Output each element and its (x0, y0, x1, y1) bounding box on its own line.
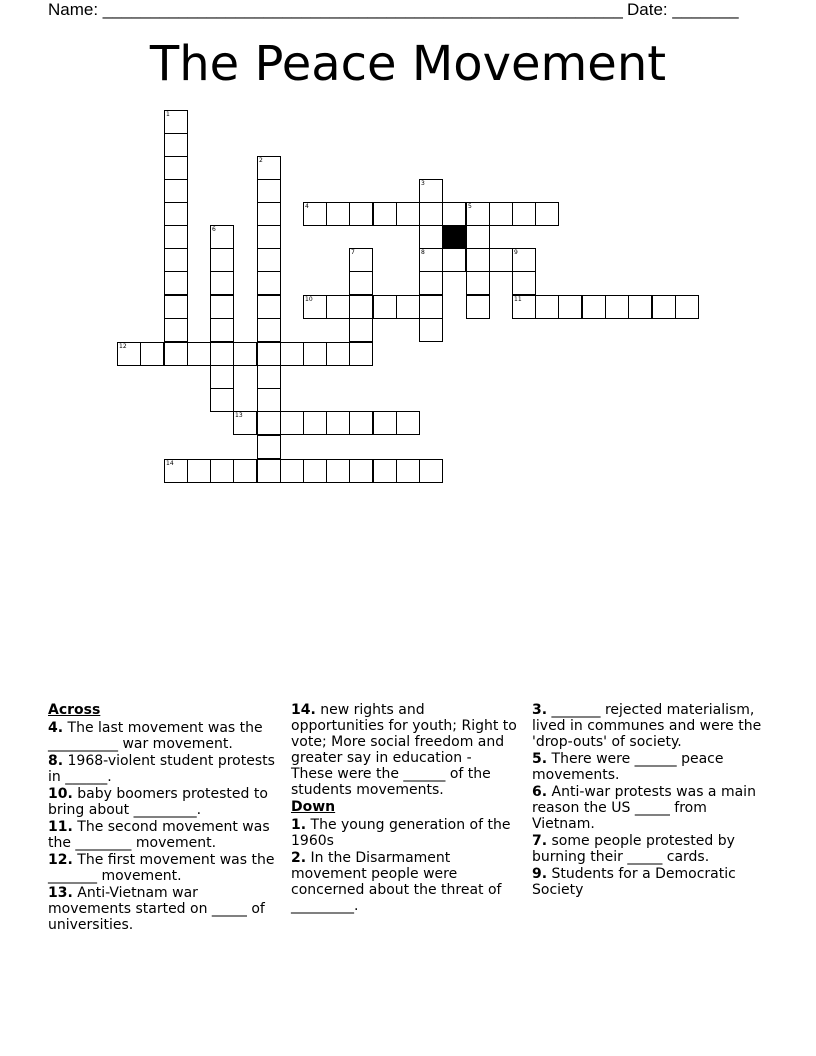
grid-cell[interactable] (419, 225, 443, 249)
cell-number: 12 (119, 343, 127, 350)
grid-cell[interactable] (187, 342, 211, 366)
clue-text: baby boomers protested to bring about _________. (48, 786, 268, 818)
clue-number: 3. (532, 702, 548, 718)
cell-number: 4 (305, 203, 309, 210)
grid-cell[interactable] (164, 202, 188, 226)
down-heading: Down (291, 799, 336, 815)
clue-number: 6. (532, 784, 548, 800)
clue-number: 14. (291, 702, 316, 718)
clue-number: 1. (291, 817, 307, 833)
cell-number: 3 (421, 180, 425, 187)
down-clue-7 (532, 833, 772, 865)
clue-text: The last movement was the __________ war movement. (48, 720, 263, 752)
clue-number: 10. (48, 786, 73, 802)
grid-cell[interactable] (419, 202, 443, 226)
down-clue-1 (291, 817, 517, 849)
down-clue-2 (291, 850, 517, 914)
grid-cell[interactable] (349, 459, 373, 483)
grid-cell[interactable] (280, 411, 304, 435)
grid-cell[interactable] (326, 342, 350, 366)
clue-text: Anti-war protests was a main reason the US _____ from Vietnam. (532, 784, 756, 832)
grid-cell[interactable] (210, 459, 234, 483)
grid-cell[interactable] (210, 318, 234, 342)
grid-cell[interactable] (257, 179, 281, 203)
grid-cell[interactable] (419, 459, 443, 483)
clues-column-1 (48, 702, 283, 934)
grid-cell[interactable] (349, 318, 373, 342)
grid-cell[interactable] (210, 271, 234, 295)
cell-number: 6 (212, 226, 216, 233)
grid-cell[interactable] (280, 342, 304, 366)
clue-text: There were ______ peace movements. (532, 751, 724, 783)
name-field[interactable]: Name: _______________________________________________________ (48, 0, 623, 19)
grid-cell[interactable] (257, 435, 281, 459)
grid-cell[interactable] (303, 342, 327, 366)
across-clue-14 (291, 702, 517, 798)
grid-cell[interactable] (303, 411, 327, 435)
grid-cell[interactable] (349, 202, 373, 226)
grid-cell[interactable] (466, 271, 490, 295)
grid-cell[interactable] (326, 295, 350, 319)
cell-number: 11 (514, 296, 522, 303)
grid-cell[interactable] (257, 411, 281, 435)
grid-cell[interactable] (442, 248, 466, 272)
grid-cell[interactable] (605, 295, 629, 319)
grid-cell[interactable] (419, 318, 443, 342)
grid-cell[interactable] (419, 295, 443, 319)
grid-cell[interactable] (349, 411, 373, 435)
grid-cell[interactable] (164, 295, 188, 319)
across-heading: Across (48, 702, 101, 718)
grid-cell[interactable] (164, 318, 188, 342)
grid-cell[interactable] (396, 459, 420, 483)
grid-cell[interactable] (535, 295, 559, 319)
across-clue-8 (48, 753, 283, 785)
cell-number: 1 (166, 111, 170, 118)
black-cell (442, 225, 466, 249)
grid-cell[interactable] (442, 202, 466, 226)
grid-cell[interactable] (210, 295, 234, 319)
grid-cell[interactable] (164, 179, 188, 203)
page-title: The Peace Movement (149, 36, 667, 92)
clue-text: In the Disarmament movement people were concerned about the threat of _________. (291, 850, 502, 914)
grid-cell[interactable] (373, 295, 397, 319)
grid-cell[interactable] (257, 342, 281, 366)
grid-cell[interactable] (373, 411, 397, 435)
grid-cell[interactable] (512, 271, 536, 295)
grid-cell[interactable] (326, 411, 350, 435)
cell-number: 9 (514, 249, 518, 256)
clue-number: 12. (48, 852, 73, 868)
cell-number: 5 (468, 203, 472, 210)
clue-number: 9. (532, 866, 548, 882)
grid-cell[interactable] (257, 248, 281, 272)
grid-cell[interactable] (280, 459, 304, 483)
clue-text: The second movement was the ________ movement. (48, 819, 270, 851)
grid-cell[interactable] (512, 202, 536, 226)
grid-cell[interactable] (257, 459, 281, 483)
grid-cell[interactable] (582, 295, 606, 319)
grid-cell[interactable] (257, 295, 281, 319)
grid-cell[interactable] (628, 295, 652, 319)
grid-cell[interactable] (164, 271, 188, 295)
across-clue-10 (48, 786, 283, 818)
grid-cell[interactable] (373, 459, 397, 483)
clue-text: some people protested by burning their _____ cards. (532, 833, 735, 865)
grid-cell[interactable] (210, 342, 234, 366)
cell-number: 7 (351, 249, 355, 256)
clue-text: The young generation of the 1960s (291, 817, 511, 849)
date-field[interactable]: Date: _______ (627, 0, 739, 19)
grid-cell[interactable] (257, 388, 281, 412)
clue-number: 11. (48, 819, 73, 835)
clue-text: Students for a Democratic Society (532, 866, 736, 898)
grid-cell[interactable] (187, 459, 211, 483)
across-clue-4 (48, 720, 283, 752)
grid-cell[interactable] (489, 248, 513, 272)
cell-number: 13 (235, 412, 243, 419)
clue-text: 1968-violent student protests in ______. (48, 753, 275, 785)
down-clue-5 (532, 751, 772, 783)
cell-number: 8 (421, 249, 425, 256)
grid-cell[interactable] (210, 365, 234, 389)
grid-cell[interactable] (466, 248, 490, 272)
grid-cell[interactable] (558, 295, 582, 319)
grid-cell[interactable] (233, 342, 257, 366)
grid-cell[interactable] (164, 342, 188, 366)
down-clue-3 (532, 702, 772, 750)
across-clue-13 (48, 885, 283, 933)
grid-cell[interactable] (326, 459, 350, 483)
grid-cell[interactable] (164, 225, 188, 249)
clue-number: 2. (291, 850, 307, 866)
cell-number: 10 (305, 296, 313, 303)
grid-cell[interactable] (257, 318, 281, 342)
grid-cell[interactable] (373, 202, 397, 226)
clue-text: _______ rejected materialism, lived in communes and were the 'drop-outs' of society. (532, 702, 762, 750)
across-clue-11 (48, 819, 283, 851)
grid-cell[interactable] (652, 295, 676, 319)
grid-cell[interactable] (349, 342, 373, 366)
grid-cell[interactable] (466, 295, 490, 319)
grid-cell[interactable] (349, 271, 373, 295)
grid-cell[interactable] (396, 295, 420, 319)
grid-cell[interactable] (466, 225, 490, 249)
grid-cell[interactable] (535, 202, 559, 226)
clue-number: 5. (532, 751, 548, 767)
clues-column-2 (291, 702, 517, 915)
grid-cell[interactable] (326, 202, 350, 226)
grid-cell[interactable] (164, 133, 188, 157)
grid-cell[interactable] (257, 225, 281, 249)
down-clue-6 (532, 784, 772, 832)
clue-number: 4. (48, 720, 64, 736)
grid-cell[interactable] (419, 271, 443, 295)
grid-cell[interactable] (257, 365, 281, 389)
clue-number: 8. (48, 753, 64, 769)
clues-column-3 (532, 702, 772, 899)
grid-cell[interactable] (396, 411, 420, 435)
grid-cell[interactable] (349, 295, 373, 319)
cell-number: 2 (259, 157, 263, 164)
grid-cell[interactable] (164, 156, 188, 180)
clue-text: Anti-Vietnam war movements started on _____ of universities. (48, 885, 265, 933)
clue-number: 13. (48, 885, 73, 901)
grid-cell[interactable] (396, 202, 420, 226)
grid-cell[interactable] (489, 202, 513, 226)
grid-cell[interactable] (164, 248, 188, 272)
grid-cell[interactable] (210, 388, 234, 412)
grid-cell[interactable] (675, 295, 699, 319)
across-clue-12 (48, 852, 283, 884)
grid-cell[interactable] (210, 248, 234, 272)
grid-cell[interactable] (233, 459, 257, 483)
grid-cell[interactable] (257, 202, 281, 226)
grid-cell[interactable] (303, 459, 327, 483)
grid-cell[interactable] (257, 271, 281, 295)
clue-number: 7. (532, 833, 548, 849)
down-clue-9 (532, 866, 772, 898)
grid-cell[interactable] (140, 342, 164, 366)
clue-text: new rights and opportunities for youth; Right to vote; More social freedom and greater say in education - These were the ______ of the students movements. (291, 702, 517, 798)
clue-text: The first movement was the _______ movement. (48, 852, 275, 884)
cell-number: 14 (166, 460, 174, 467)
